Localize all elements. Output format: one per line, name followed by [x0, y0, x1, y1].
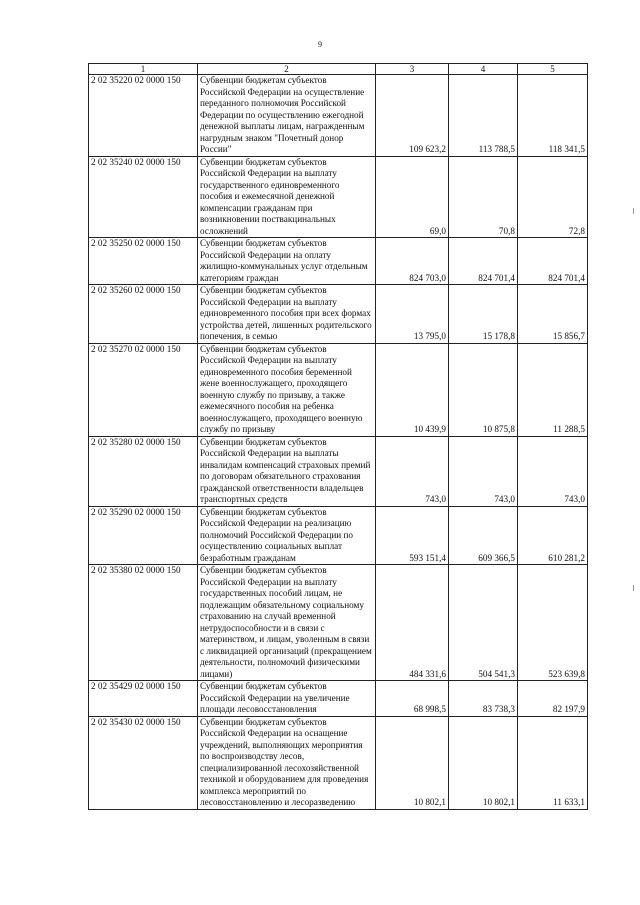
- value-col4-cell: 609 366,5: [449, 506, 518, 565]
- table-header-row: [89, 64, 588, 75]
- table-row: [89, 436, 588, 506]
- value-col3-cell: 10 439,9: [376, 343, 449, 436]
- table-row: [89, 565, 588, 681]
- table-row: [89, 75, 588, 157]
- table-row: [89, 156, 588, 238]
- description-cell: Субвенции бюджетам субъектов Российской Федерации на выплату единовременного пособия при всех формах устройства детей, лишенных родительского попечения, в семью: [198, 285, 376, 344]
- value-col5-cell: 824 701,4: [518, 238, 588, 285]
- value-col3-cell: 10 802,1: [376, 716, 449, 809]
- margin-mark: [633, 585, 634, 591]
- description-cell: Субвенции бюджетам субъектов Российской Федерации на увеличение площади лесовосстановления: [198, 681, 376, 717]
- value-col4-cell: 824 701,4: [449, 238, 518, 285]
- description-cell: Субвенции бюджетам субъектов Российской Федерации на осуществление переданного полномочия Российской Федерации по осуществлению ежегодной денежной выплаты лицам, награжденным нагрудным знаком "Почетный донор России": [198, 75, 376, 157]
- budget-code-cell: 2 02 35290 02 0000 150: [89, 506, 198, 565]
- value-col4-cell: 504 541,3: [449, 565, 518, 681]
- table-row: [89, 681, 588, 717]
- description-cell: Субвенции бюджетам субъектов Российской Федерации на выплату государственного единовременного пособия и ежемесячной денежной компенсации гражданам при возникновении поствакцинальных осложнений: [198, 156, 376, 238]
- description-cell: Субвенции бюджетам субъектов Российской Федерации на реализацию полномочий Российской Федерации по осуществлению социальных выплат безработным гражданам: [198, 506, 376, 565]
- budget-code-cell: 2 02 35430 02 0000 150: [89, 716, 198, 809]
- table-row: [89, 506, 588, 565]
- description-cell: Субвенции бюджетам субъектов Российской Федерации на выплату единовременного пособия беременной жене военнослужащего, проходящего военную службу по призыву, а также ежемесячного пособия на ребенка военнослужащего, проходящего военную службу по призыву: [198, 343, 376, 436]
- value-col4-cell: 113 788,5: [449, 75, 518, 157]
- value-col5-cell: 610 281,2: [518, 506, 588, 565]
- budget-code-cell: 2 02 35250 02 0000 150: [89, 238, 198, 285]
- budget-code-cell: 2 02 35260 02 0000 150: [89, 285, 198, 344]
- margin-mark: [633, 208, 634, 214]
- value-col4-cell: 10 875,8: [449, 343, 518, 436]
- value-col3-cell: 484 331,6: [376, 565, 449, 681]
- budget-code-cell: 2 02 35280 02 0000 150: [89, 436, 198, 506]
- description-cell: Субвенции бюджетам субъектов Российской Федерации на выплаты инвалидам компенсаций страховых премий по договорам обязательного страхования гражданской ответственности владельцев транспортных средств: [198, 436, 376, 506]
- value-col5-cell: 118 341,5: [518, 75, 588, 157]
- budget-code-cell: 2 02 35380 02 0000 150: [89, 565, 198, 681]
- column-header-4: 4: [449, 64, 518, 75]
- column-header-2: 2: [198, 64, 376, 75]
- budget-code-cell: 2 02 35270 02 0000 150: [89, 343, 198, 436]
- value-col5-cell: 82 197,9: [518, 681, 588, 717]
- description-cell: Субвенции бюджетам субъектов Российской Федерации на оснащение учреждений, выполняющих мероприятия по воспроизводству лесов, специализированной лесохозяйственной техникой и оборудованием для проведения комплекса мероприятий по лесовосстановлению и лесоразведению: [198, 716, 376, 809]
- column-header-1: 1: [89, 64, 198, 75]
- budget-code-cell: 2 02 35240 02 0000 150: [89, 156, 198, 238]
- page-number: 9: [318, 40, 322, 49]
- value-col5-cell: 523 639,8: [518, 565, 588, 681]
- value-col3-cell: 824 703,0: [376, 238, 449, 285]
- value-col5-cell: 72,8: [518, 156, 588, 238]
- table-row: [89, 285, 588, 344]
- value-col4-cell: 743,0: [449, 436, 518, 506]
- value-col5-cell: 11 288,5: [518, 343, 588, 436]
- value-col4-cell: 10 802,1: [449, 716, 518, 809]
- value-col3-cell: 68 998,5: [376, 681, 449, 717]
- budget-code-cell: 2 02 35220 02 0000 150: [89, 75, 198, 157]
- value-col3-cell: 13 795,0: [376, 285, 449, 344]
- table-body: [89, 75, 588, 810]
- value-col5-cell: 11 633,1: [518, 716, 588, 809]
- column-header-5: 5: [518, 64, 588, 75]
- value-col4-cell: 83 738,3: [449, 681, 518, 717]
- table-row: [89, 343, 588, 436]
- budget-code-cell: 2 02 35429 02 0000 150: [89, 681, 198, 717]
- budget-table: [88, 63, 588, 810]
- table-row: [89, 716, 588, 809]
- table-row: [89, 238, 588, 285]
- value-col4-cell: 70,8: [449, 156, 518, 238]
- column-header-3: 3: [376, 64, 449, 75]
- value-col3-cell: 69,0: [376, 156, 449, 238]
- value-col5-cell: 743,0: [518, 436, 588, 506]
- description-cell: Субвенции бюджетам субъектов Российской Федерации на выплату государственных пособий лицам, не подлежащим обязательному социальному страхованию на случай временной нетрудоспособности и в связи с материнством, и лицам, уволенным в связи с ликвидацией организаций (прекращением деятельности, полномочий физическими лицами): [198, 565, 376, 681]
- value-col3-cell: 743,0: [376, 436, 449, 506]
- description-cell: Субвенции бюджетам субъектов Российской Федерации на оплату жилищно-коммунальных услуг отдельным категориям граждан: [198, 238, 376, 285]
- value-col5-cell: 15 856,7: [518, 285, 588, 344]
- value-col4-cell: 15 178,8: [449, 285, 518, 344]
- value-col3-cell: 593 151,4: [376, 506, 449, 565]
- value-col3-cell: 109 623,2: [376, 75, 449, 157]
